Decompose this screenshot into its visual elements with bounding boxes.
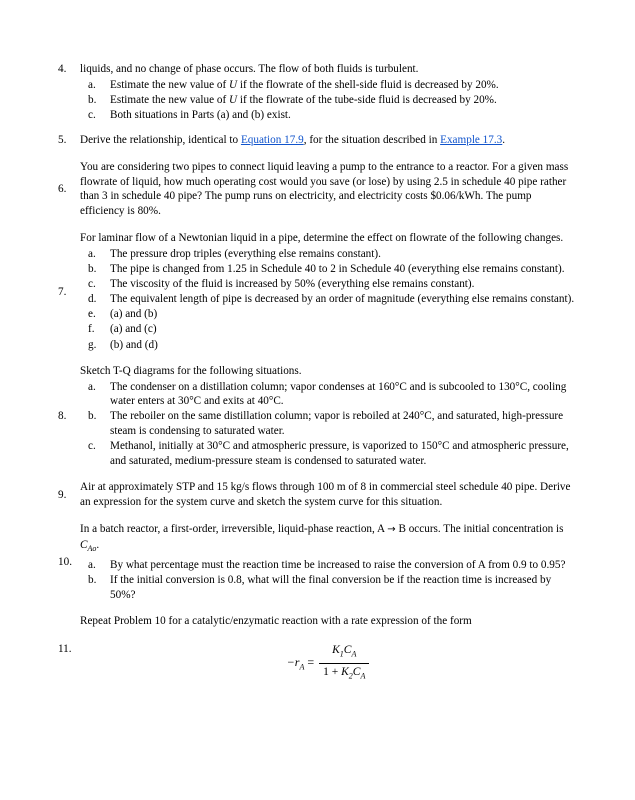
sub-problem-text: By what percentage must the reaction time be increased to raise the conversion of A from 0.9 to 0.95? [110, 558, 566, 571]
sub-problem-label: g. [88, 338, 97, 351]
sub-problem-text: The reboiler on the same distillation column; vapor is reboiled at 240°C, and saturated, high-pressure steam is condensing to saturated water. [110, 410, 564, 437]
problem-lead-text: liquids, and no change of phase occurs. The flow of both fluids is turbulent. [80, 63, 419, 75]
problem-body [80, 522, 578, 602]
numerator-c: C [343, 643, 352, 656]
problem-number: 10. [58, 556, 72, 569]
reaction-arrow-icon: → [387, 524, 396, 536]
denominator-c: C [352, 665, 361, 678]
sub-problem-text: The condenser on a distillation column; vapor condenses at 160°C and is subcooled to 130°C, cooling water enters at 30°C and exits at 40°C. [110, 380, 567, 408]
denominator-k: K [341, 665, 349, 678]
sub-problem-label: c. [88, 278, 96, 291]
problem-item-7 [58, 231, 578, 352]
sub-problem-label: b. [88, 93, 97, 106]
sub-problem-label: e. [88, 308, 96, 321]
sub-problem-item [80, 277, 578, 292]
problem-body [80, 160, 578, 218]
formula-lhs-minus: − [286, 654, 295, 669]
sub-problem-item [80, 380, 578, 409]
sub-problem-list [80, 247, 578, 352]
sub-problem-label: c. [88, 108, 96, 121]
formula-denominator [319, 664, 369, 684]
denominator-k-subscript: 2 [348, 670, 353, 680]
numerator-k: K [332, 643, 340, 656]
problem-item-9 [58, 480, 578, 509]
variable-u: U [228, 93, 238, 106]
problem-item-6 [58, 160, 578, 218]
sub-problem-text: (b) and (d) [110, 338, 158, 351]
sub-problem-label: a. [88, 78, 96, 91]
sub-problem-label: a. [88, 380, 96, 393]
problem-body [80, 364, 578, 468]
problem-list [58, 62, 578, 693]
denominator-c-subscript: A [360, 670, 366, 680]
sub-problem-item [80, 262, 578, 277]
problem-number: 6. [58, 182, 67, 195]
problem-text-part1: Derive the relationship, identical to [80, 134, 241, 147]
sub-problem-text-cont: if the flowrate of the shell-side fluid is decreased by 20%. [237, 78, 499, 91]
equation-link[interactable]: Equation 17.9 [240, 134, 304, 147]
sub-problem-list [80, 380, 578, 469]
problem-item-10 [58, 522, 578, 602]
sub-problem-label: b. [88, 410, 97, 423]
sub-problem-label: a. [88, 558, 96, 571]
numerator-k-subscript: 1 [339, 649, 344, 659]
sub-problem-text: The pipe is changed from 1.25 in Schedule 40 to 2 in Schedule 40 (everything else remains constant). [110, 263, 565, 276]
problem-lead-text: Sketch T-Q diagrams for the following situations. [80, 365, 302, 378]
sub-problem-item [80, 78, 578, 93]
variable-u: U [228, 78, 238, 91]
sub-problem-item [80, 558, 578, 573]
sub-problem-text: (a) and (c) [110, 323, 157, 336]
sub-problem-item [80, 108, 578, 123]
problem-number: 8. [58, 409, 67, 422]
problem-number: 9. [58, 488, 67, 501]
variable-c: C [80, 539, 88, 552]
problem-number: 5. [58, 134, 67, 147]
sub-problem-item [80, 307, 578, 322]
sub-problem-item [80, 247, 578, 262]
formula-lhs-variable: r [294, 654, 300, 669]
sub-problem-item [80, 439, 578, 468]
problem-item-5 [58, 133, 578, 148]
sub-problem-label: d. [88, 293, 97, 306]
formula-lhs-subscript: A [299, 662, 305, 672]
sub-problem-item [80, 338, 578, 353]
sub-problem-list [80, 78, 578, 123]
variable-c-subscript: Ao [87, 544, 97, 554]
problem-text-part3: . [96, 539, 100, 552]
sub-problem-item [80, 322, 578, 337]
problem-body [80, 231, 578, 352]
sub-problem-label: b. [88, 263, 97, 276]
sub-problem-item [80, 409, 578, 438]
problem-body [80, 133, 578, 148]
sub-problem-label: b. [88, 573, 97, 586]
problem-text-part2: B occurs. The initial concentration is [395, 523, 564, 536]
problem-item-4 [58, 62, 578, 122]
problem-text: Air at approximately STP and 15 kg/s flows through 100 m of 8 in commercial steel schedule 40 pipe. Derive an expression for the system curve and sketch the system curve for this situation. [80, 481, 571, 508]
formula-fraction [319, 643, 369, 684]
example-link[interactable]: Example 17.3 [440, 134, 503, 147]
sub-problem-text-cont: if the flowrate of the tube-side fluid is decreased by 20%. [237, 93, 497, 106]
problem-body [80, 614, 578, 683]
problem-item-11 [58, 614, 578, 683]
sub-problem-text: (a) and (b) [110, 308, 158, 321]
problem-number: 7. [58, 285, 67, 298]
sub-problem-list [80, 558, 578, 602]
sub-problem-text: The equivalent length of pipe is decreased by an order of magnitude (everything else remains constant). [110, 293, 575, 306]
sub-problem-label: a. [88, 247, 96, 260]
problem-number: 11. [58, 642, 72, 655]
problem-number: 4. [58, 63, 67, 75]
formula-numerator [319, 643, 369, 664]
sub-problem-text: Both situations in Parts (a) and (b) exist. [110, 108, 291, 121]
problem-text: You are considering two pipes to connect liquid leaving a pump to the entrance to a reactor. For a given mass flowrate of liquid, how much operating cost would you save (or lose) by using 2.5 in schedule 40 pipe rather than 3 in schedule 40 pipe? The pump runs on electricity, and electricity costs $0.06/kWh. The pump efficiency is 80%. [80, 160, 569, 217]
problem-text-part2: , for the situation described in [303, 134, 441, 147]
sub-problem-text: The pressure drop triples (everything else remains constant). [110, 247, 381, 260]
sub-problem-label: c. [88, 440, 96, 453]
denominator-one: 1 + [323, 665, 339, 678]
sub-problem-label: f. [88, 323, 95, 336]
problem-lead-text [80, 522, 578, 556]
sub-problem-item [80, 573, 578, 602]
problem-body [80, 480, 578, 509]
sub-problem-text: The viscosity of the fluid is increased by 50% (everything else remains constant). [110, 278, 475, 291]
problem-text-part3: . [502, 134, 506, 147]
numerator-c-subscript: A [351, 649, 357, 659]
problem-lead-text: For laminar flow of a Newtonian liquid in a pipe, determine the effect on flowrate of the following changes. [80, 232, 564, 245]
problem-text [80, 133, 578, 148]
sub-problem-text: Methanol, initially at 30°C and atmospheric pressure, is vaporized to 150°C and atmospheric pressure, and saturated, medium-pressure steam is condensed to saturated water. [110, 440, 569, 467]
sub-problem-item [80, 93, 578, 108]
sub-problem-text: Estimate the new value of [110, 93, 229, 106]
problem-text: Repeat Problem 10 for a catalytic/enzymatic reaction with a rate expression of the form [80, 615, 472, 628]
sub-problem-text: If the initial conversion is 0.8, what will the final conversion be if the reaction time is increased by 50%? [110, 573, 552, 601]
sub-problem-item [80, 292, 578, 307]
problem-text-part1: In a batch reactor, a first-order, irreversible, liquid-phase reaction, A [80, 523, 388, 536]
problem-item-8 [58, 364, 578, 468]
sub-problem-text: Estimate the new value of [110, 78, 229, 91]
problem-body [80, 62, 578, 122]
formula-equals: = [307, 654, 315, 669]
rate-expression-formula [80, 643, 578, 684]
